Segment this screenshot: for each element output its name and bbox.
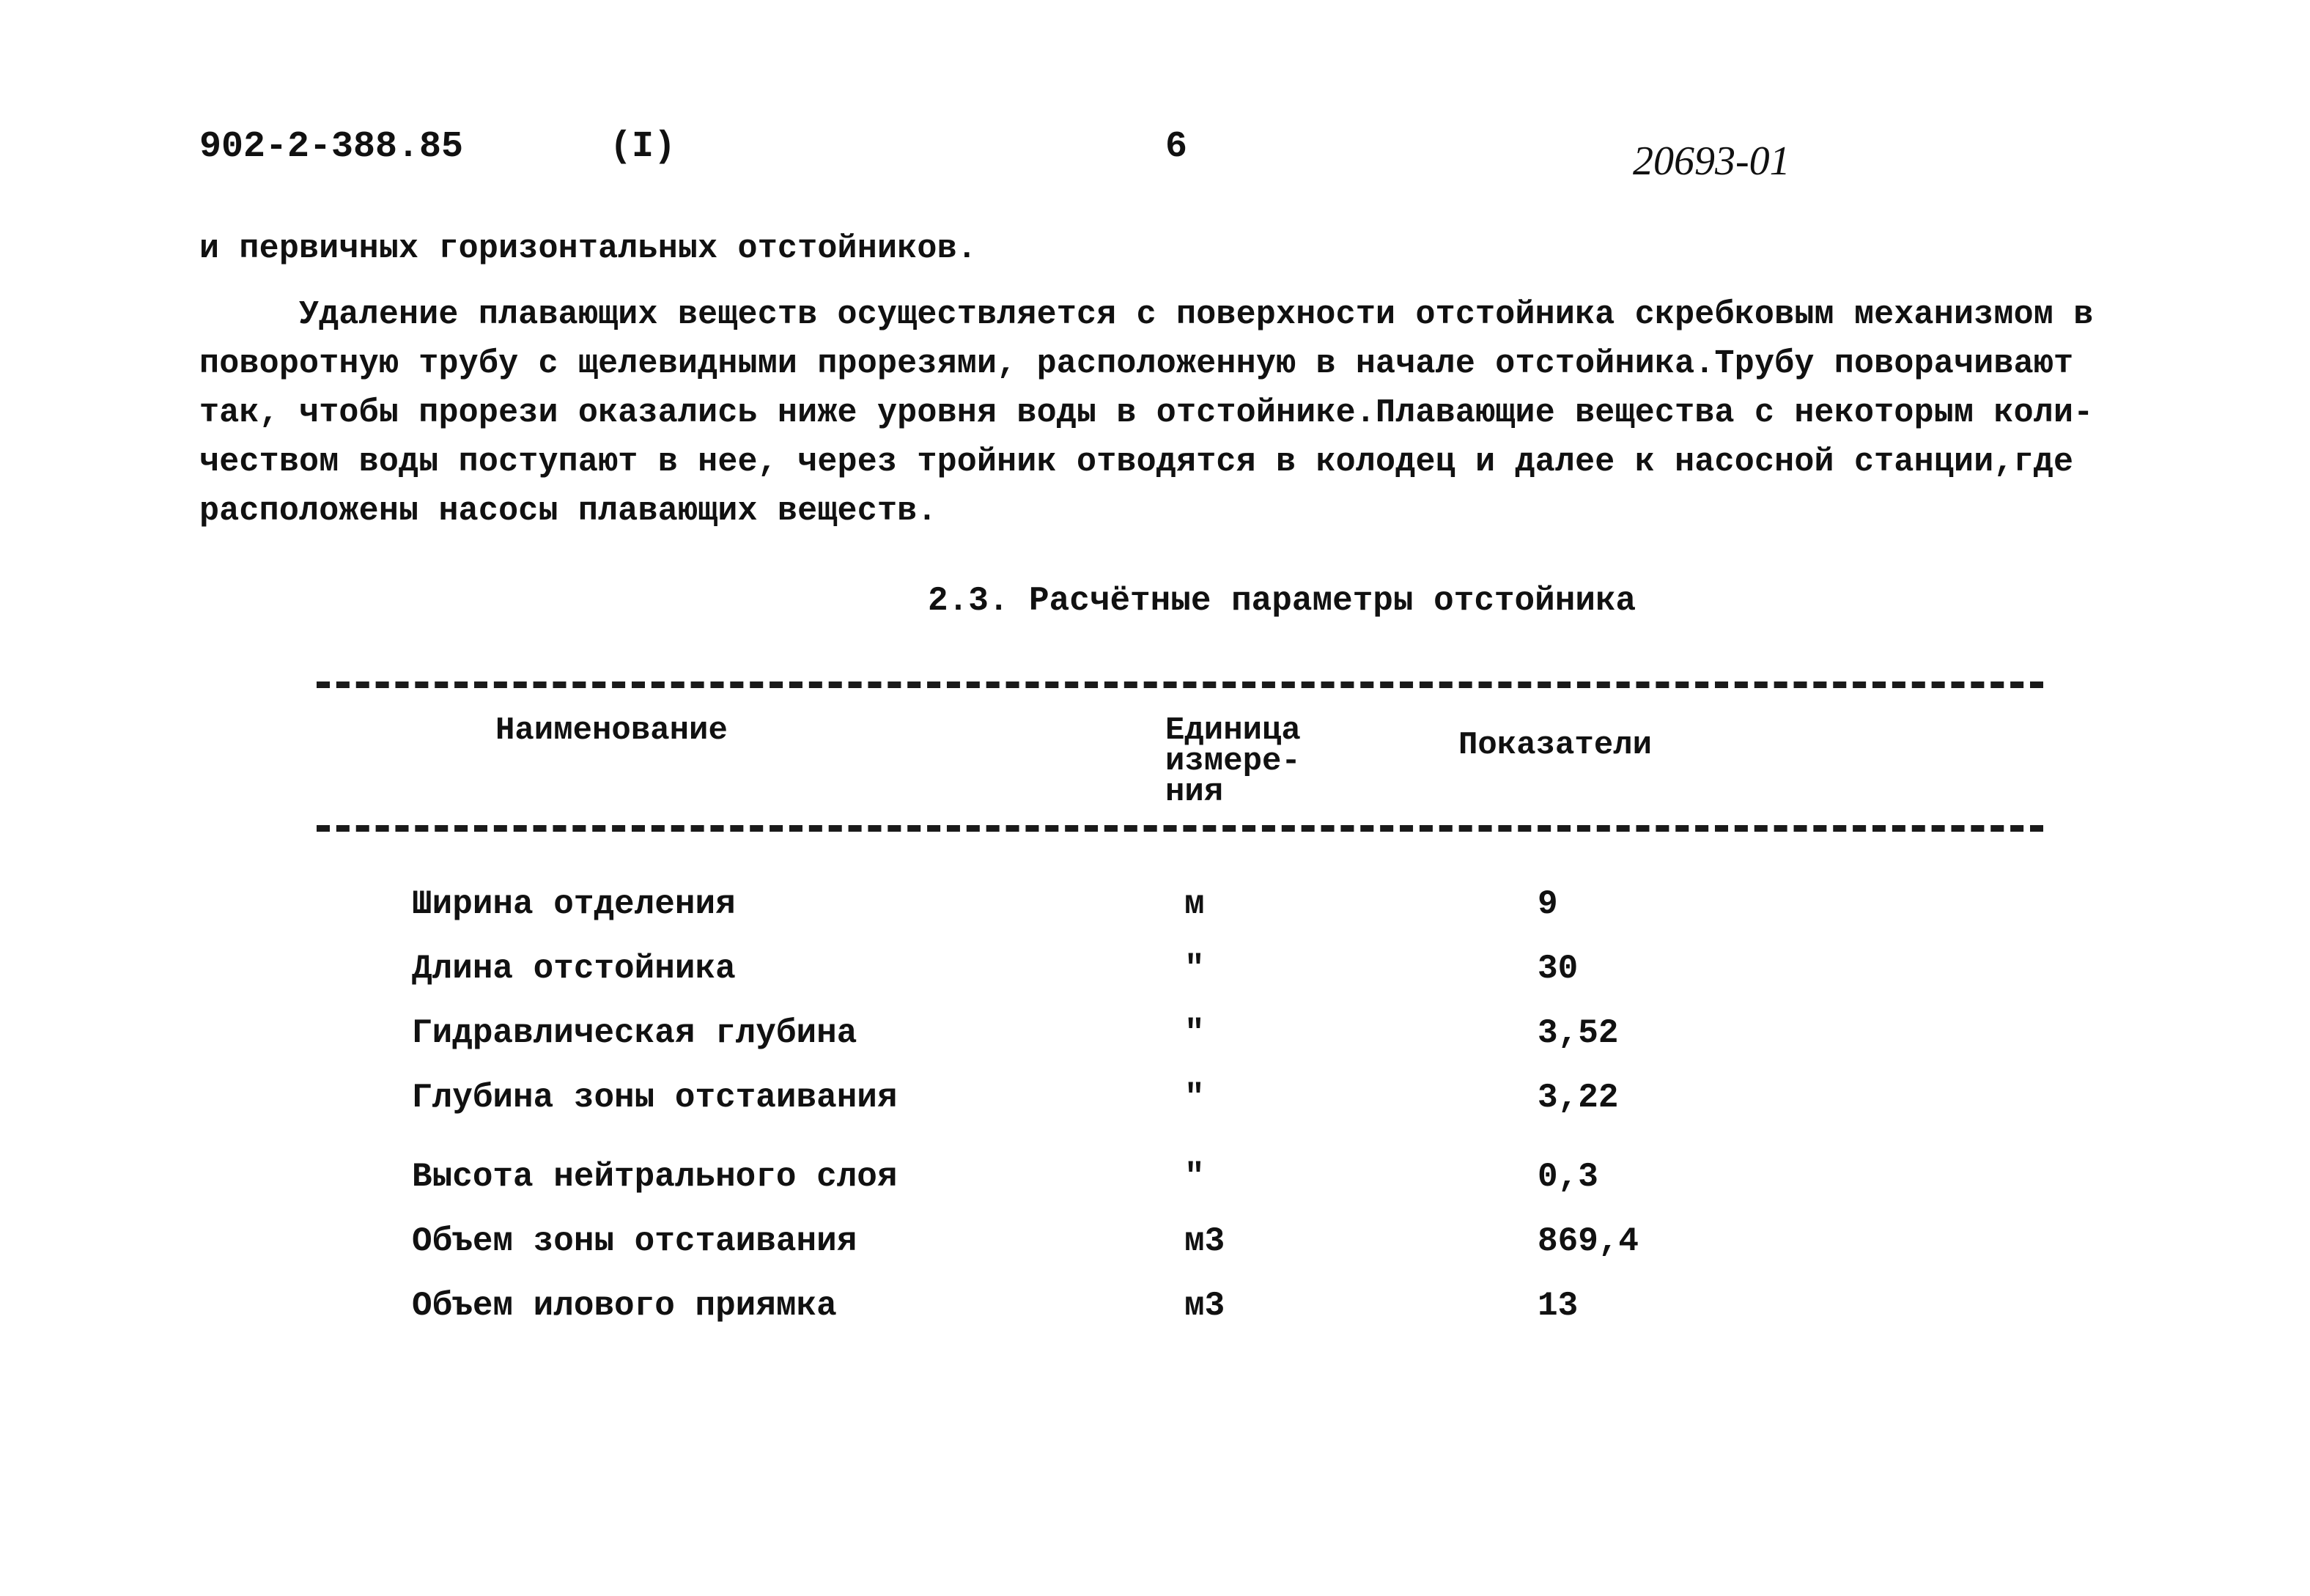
- cell-value: 3,52: [1538, 1014, 1619, 1052]
- cell-value: 9: [1538, 885, 1558, 923]
- cell-name: Объем зоны отстаивания: [412, 1222, 857, 1260]
- paragraph-line: расположены насосы плавающих веществ.: [199, 492, 937, 530]
- table-row: [0, 1287, 2310, 1331]
- text-line-continuation: и первичных горизонтальных отстойников.: [199, 230, 977, 267]
- cell-unit: ": [1184, 1014, 1205, 1052]
- album-number: (I): [610, 126, 676, 168]
- column-header-unit-line: Единица: [1165, 712, 1301, 749]
- paragraph-line: Удаление плавающих веществ осуществляется с поверхности отстойника скребковым механизмом в: [299, 296, 2094, 333]
- paragraph-line: чеством воды поступают в нее, через тройник отводятся в колодец и далее к насосной станции,где: [199, 443, 2074, 481]
- table-row: [0, 950, 2310, 994]
- cell-name: Объем илового приямка: [412, 1287, 837, 1325]
- table-header-rule: [317, 825, 2043, 832]
- cell-value: 869,4: [1538, 1222, 1639, 1260]
- table-row: [0, 1014, 2310, 1058]
- cell-unit: м3: [1184, 1287, 1225, 1325]
- table-row: [0, 1079, 2310, 1123]
- cell-name: Ширина отделения: [412, 885, 736, 923]
- cell-name: Глубина зоны отстаивания: [412, 1079, 898, 1117]
- paragraph-line: так, чтобы прорези оказались ниже уровня воды в отстойнике.Плавающие вещества с некоторым коли-: [199, 394, 2094, 432]
- cell-value: 30: [1538, 950, 1579, 988]
- column-header-unit: [1165, 712, 1301, 810]
- cell-unit: ": [1184, 950, 1205, 988]
- cell-value: 0,3: [1538, 1158, 1598, 1196]
- column-header-unit-line: ния: [1165, 774, 1224, 810]
- column-header-name: Наименование: [495, 712, 728, 749]
- page-number: 6: [1165, 126, 1188, 168]
- cell-unit: ": [1184, 1158, 1205, 1196]
- document-code: 902-2-388.85: [199, 126, 464, 168]
- table-row: [0, 1158, 2310, 1202]
- cell-unit: ": [1184, 1079, 1205, 1117]
- table-row: [0, 885, 2310, 929]
- column-header-value: Показатели: [1458, 727, 1653, 764]
- cell-value: 13: [1538, 1287, 1579, 1325]
- cell-name: Гидравлическая глубина: [412, 1014, 857, 1052]
- table-top-rule: [317, 681, 2043, 688]
- paragraph: [199, 290, 2105, 536]
- cell-unit: м3: [1184, 1222, 1225, 1260]
- column-header-unit-line: измере-: [1165, 743, 1301, 780]
- cell-name: Высота нейтрального слоя: [412, 1158, 898, 1196]
- cell-value: 3,22: [1538, 1079, 1619, 1117]
- section-title: 2.3. Расчётные параметры отстойника: [928, 582, 1636, 620]
- cell-unit: м: [1184, 885, 1205, 923]
- table-row: [0, 1222, 2310, 1266]
- sheet-code: 20693-01: [1633, 138, 1790, 184]
- paragraph-line: поворотную трубу с щелевидными прорезями, расположенную в начале отстойника.Трубу поворачивают: [199, 345, 2074, 383]
- cell-name: Длина отстойника: [412, 950, 736, 988]
